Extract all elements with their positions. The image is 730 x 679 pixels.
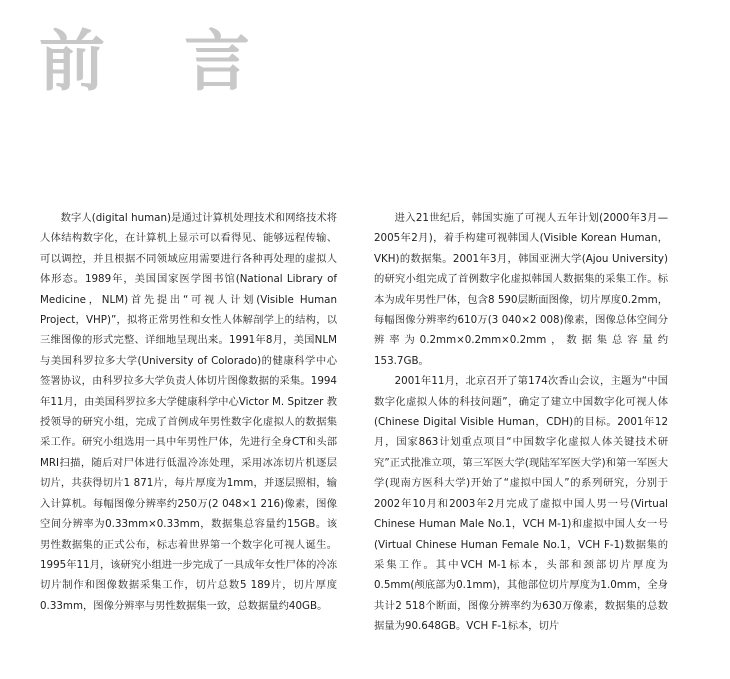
paragraph: 进入21世纪后，韩国实施了可视人五年计划(2000年3月—2005年2月)，着手构建可视韩国人(Visible Korean Human，VKH)的数据集。2001年3月，韩国亚洲大学(Ajou University)的研究小组完成了首例数字化虚拟韩国人数据集的采集工作。标本为成年男性尸体，包含8 590层断面图像，切片厚度0.2mm，每幅图像分辨率约610万(3 040×2 008)像素，图像总体空间分辨率为0.2mm×0.2mm×0.2mm，数据集总容量约153.7GB。 (374, 212, 668, 367)
paragraph: 数字人(digital human)是通过计算机处理技术和网络技术将人体结构数字化，在计算机上显示可以看得见、能够远程传输、可以调控，并且根据不同领域应用需要进行各种再处理的虚拟人体形态。1989年，美国国家医学图书馆(National Library of Medicine，NLM)首先提出“可视人计划(Visible Human Project，VHP)”，拟将正常男性和女性人体解剖学上的结构，以三维图像的形式完整、详细地呈现出来。1991年8月，美国NLM与美国科罗拉多大学(University of Colorado)的健康科学中心签署协议，由科罗拉多大学负责人体切片图像数据的采集。1994年11月，由美国科罗拉多大学健康科学中心Victor M. Spitzer 教授领导的研究小组，完成了首例成年男性数字化虚拟人的数据集采工作。研究小组选用一具中年男性尸体，先进行全身CT和头部MRI扫描，随后对尸体进行低温冷冻处理，采用冰冻切片机逐层切片，共获得切片1 871片，每片厚度为1mm，并逐层照相，输入计算机。每幅图像分辨率约250万(2 048×1 216)像素，图像空间分辨率为0.33mm×0.33mm，数据集总容量约15GB。该男性数据集的正式公布，标志着世界第一个数字化可视人诞生。1995年11月，该研究小组进一步完成了一具成年女性尸体的冷冻切片制作和图像数据采集工作，切片总数5 189片，切片厚度0.33mm，图像分辨率与男性数据集一致，总数据量约40GB。 (40, 212, 337, 612)
left-column (40, 208, 337, 616)
page-title: 前 言 (39, 23, 278, 100)
right-column (374, 208, 668, 637)
paragraph: 2001年11月，北京召开了第174次香山会议，主题为“中国数字化虚拟人体的科技问题”，确定了建立中国数字化可视人体(Chinese Digital Visible Human，CDH)的目标。2001年12月，国家863计划重点项目“中国数字化虚拟人体关键技术研究”正式批准立项，第三军医大学(现陆军军医大学)和第一军医大学(现南方医科大学)开始了“虚拟中国人”的系列研究，分别于2002年10月和2003年2月完成了虚拟中国人男一号(Virtual Chinese Human Male No.1，VCH M-1)和虚拟中国人女一号(Virtual Chinese Human Female No.1，VCH F-1)数据集的采集工作。其中VCH M-1标本，头部和颈部切片厚度为0.5mm(颅底部为0.1mm)，其他部位切片厚度为1.0mm，全身共计2 518个断面，图像分辨率约为630万像素，数据集的总数据量为90.648GB。VCH F-1标本，切片 (374, 375, 668, 633)
